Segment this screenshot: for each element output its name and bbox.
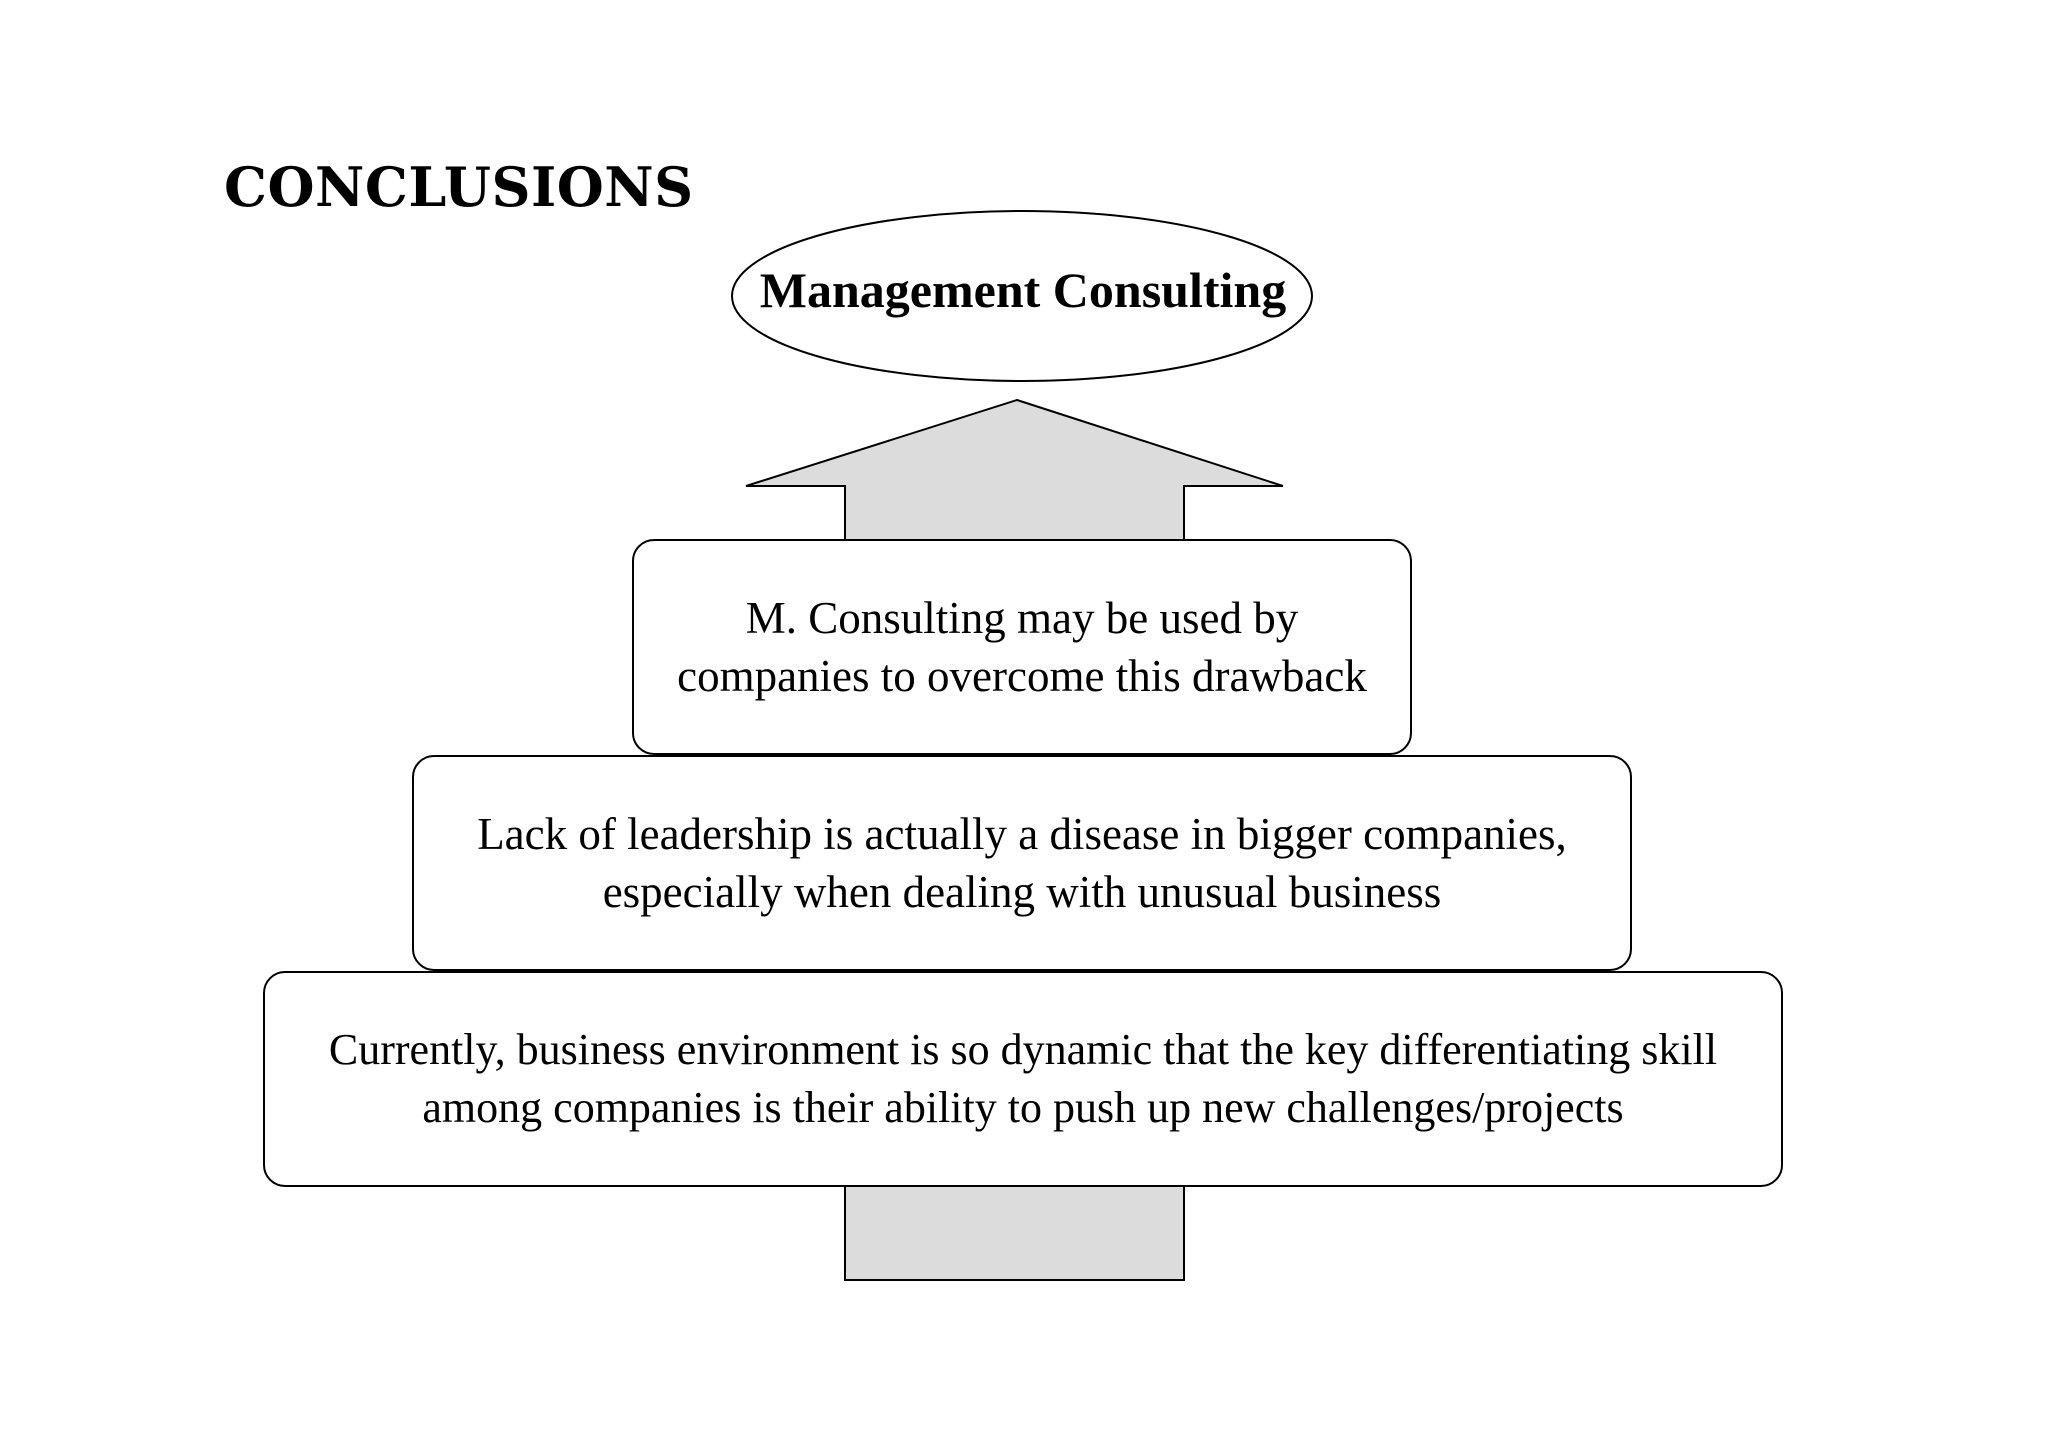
step-box-top <box>632 539 1412 755</box>
step-text-line: among companies is their ability to push up new challenges/projects <box>422 1083 1624 1132</box>
step-text-line: M. Consulting may be used by <box>745 593 1299 643</box>
step-text-line: Lack of leadership is actually a disease in bigger companies, <box>477 809 1567 859</box>
step-box-bottom <box>263 971 1783 1187</box>
page-title: CONCLUSIONS <box>224 155 694 219</box>
goal-label: Management Consulting <box>759 262 1287 318</box>
step-text-line: companies to overcome this drawback <box>677 651 1367 701</box>
step-text-line: Currently, business environment is so dynamic that the key differentiating skill <box>328 1025 1718 1074</box>
step-box-middle <box>412 755 1632 971</box>
step-text-line: especially when dealing with unusual business <box>602 867 1442 917</box>
